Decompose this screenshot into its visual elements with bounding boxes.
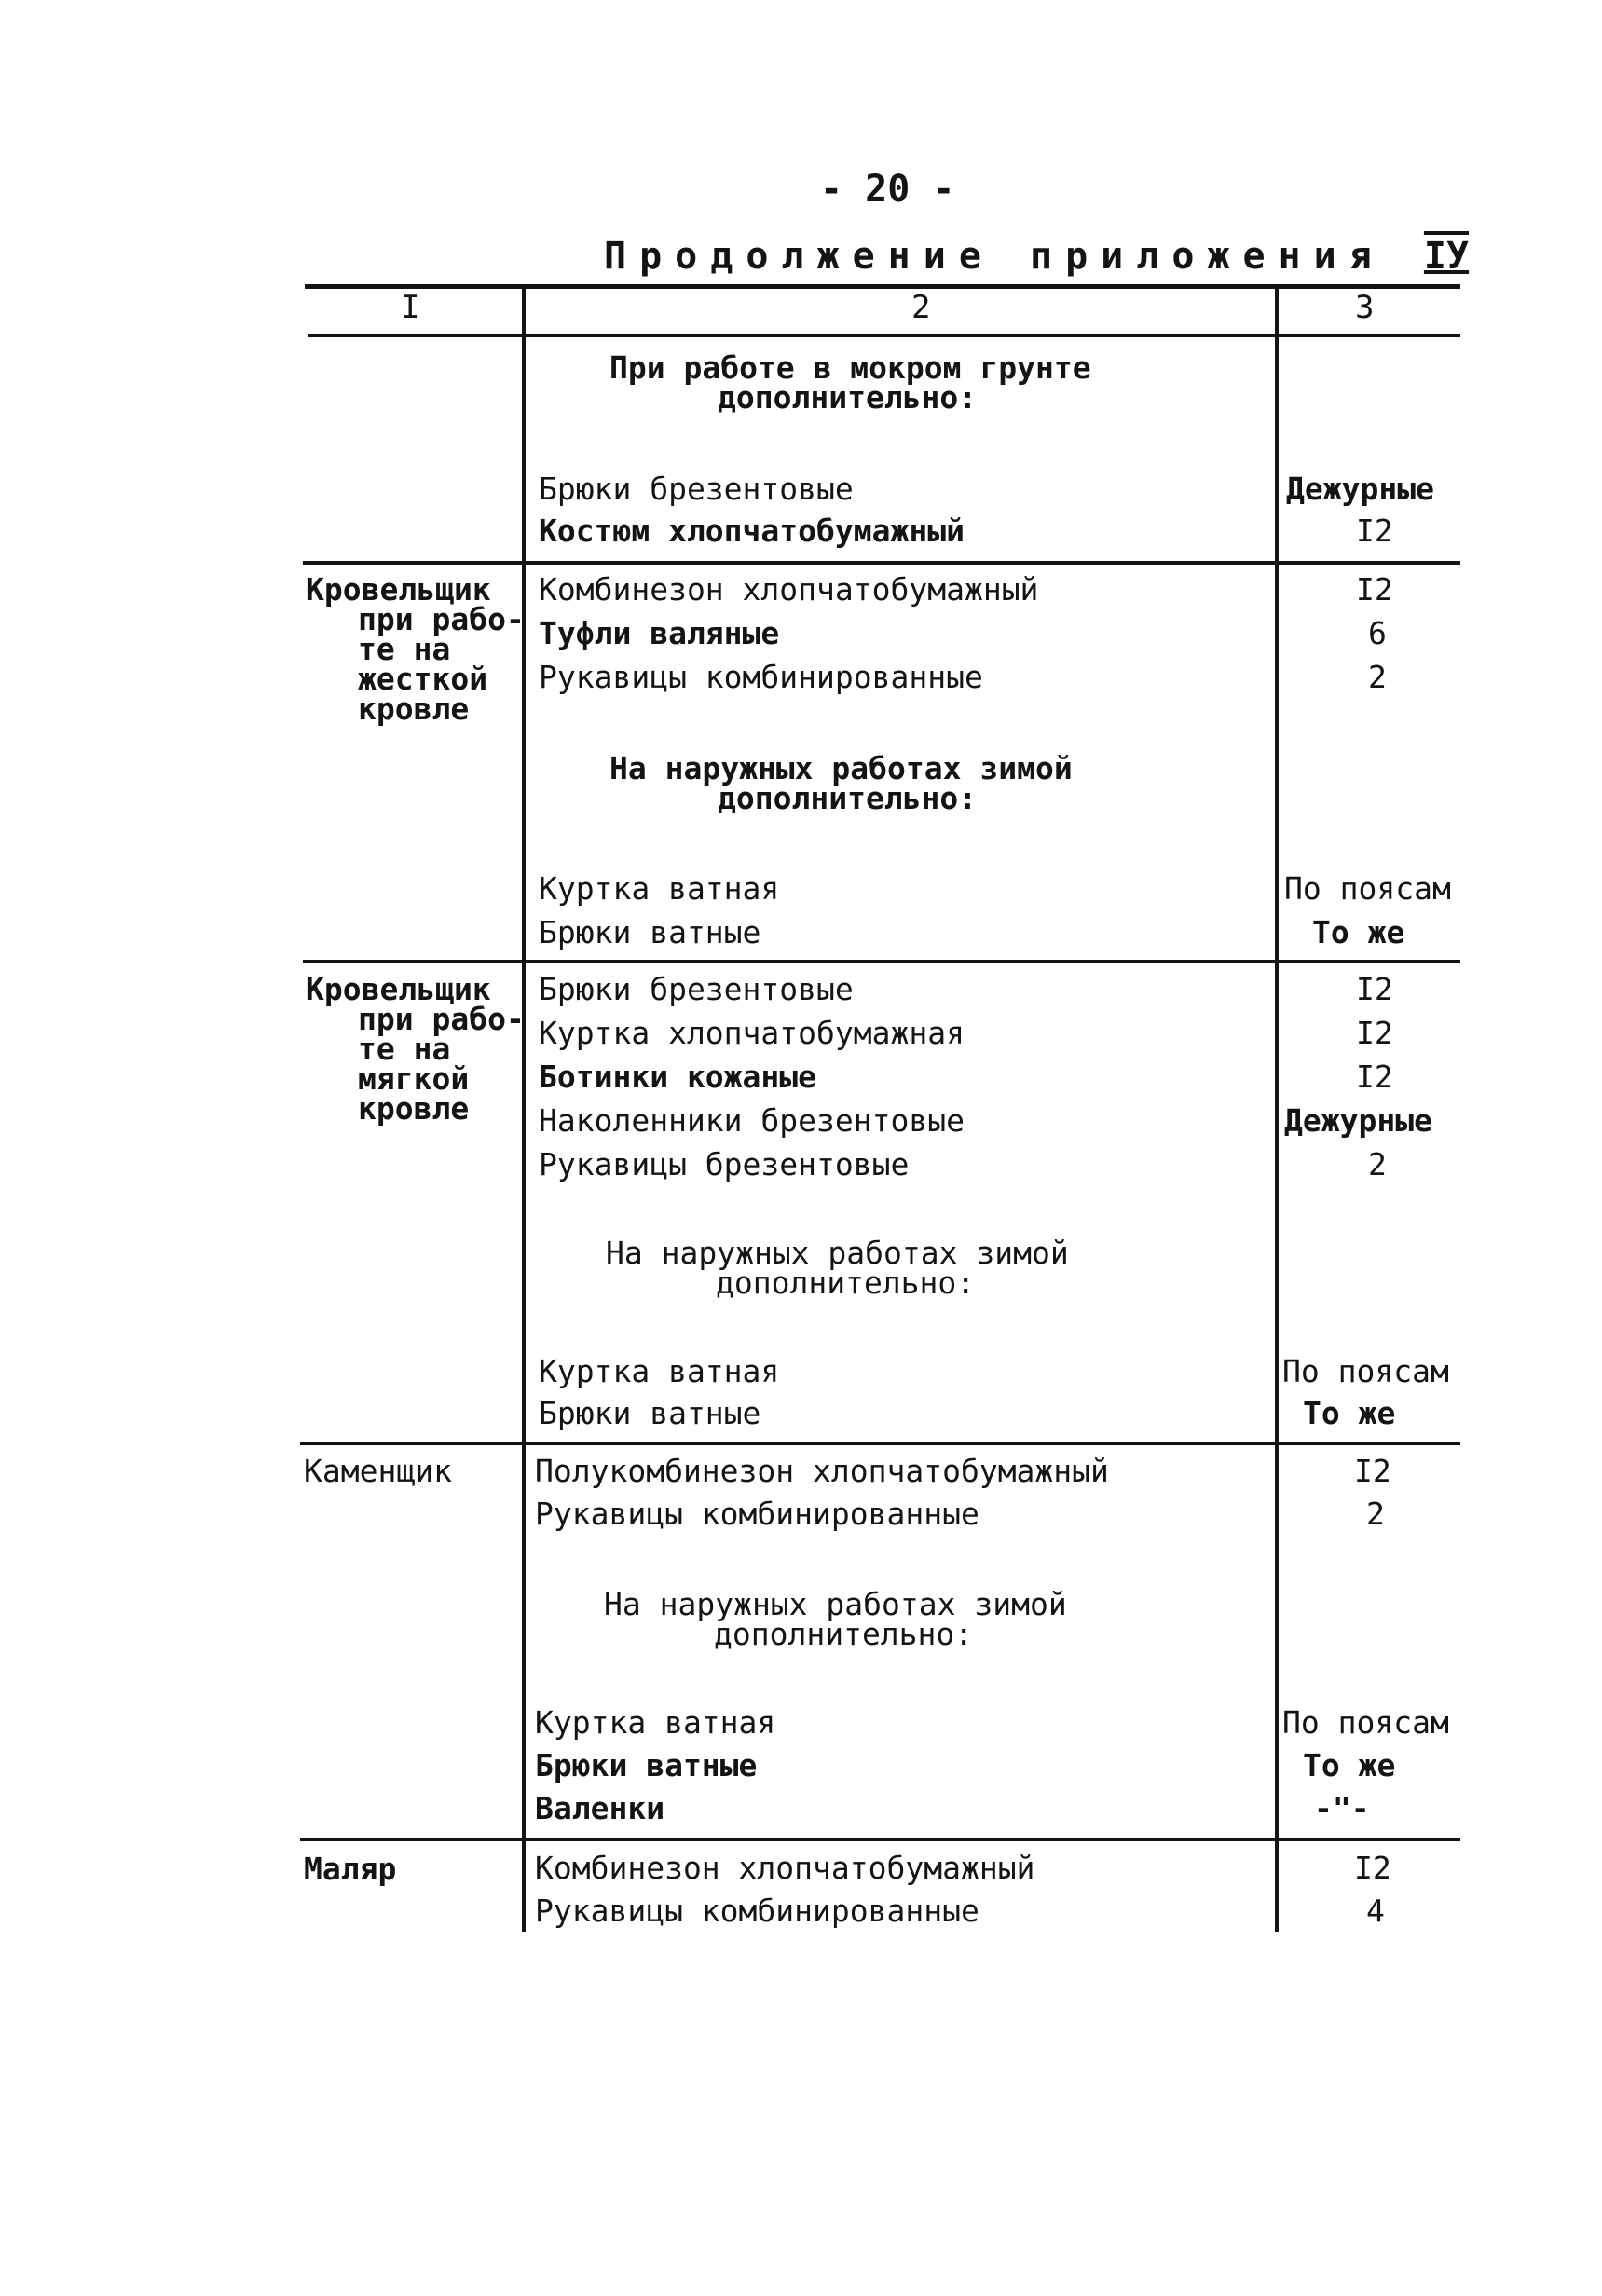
item-name: Куртка ватная [535,1704,776,1741]
item-term: I2 [1356,1015,1393,1051]
occupation-line: те на [358,1031,451,1067]
item-term: I2 [1356,1059,1393,1095]
item-term: То же [1303,1395,1396,1431]
item-term: I2 [1356,571,1393,608]
occupation-line: при рабо- [358,601,525,637]
table-top-border [305,284,1460,289]
occupation-line: Кровельщик [306,571,491,608]
item-name: Рукавицы комбинированные [535,1496,979,1532]
item-term: 6 [1368,615,1387,651]
occupation-line: кровле [358,690,470,727]
item-term: I2 [1356,971,1393,1007]
column-header: 2 [911,289,931,326]
item-term: I2 [1356,512,1393,549]
item-name: Брюки брезентовые [539,471,854,507]
item-name: Брюки ватные [535,1747,758,1784]
item-name: Брюки брезентовые [539,971,854,1007]
item-term: 2 [1368,1146,1387,1182]
header-bottom-border [308,334,1460,337]
continuation-text: Продолжение приложения [604,235,1385,278]
column-divider [1275,284,1279,1932]
item-name: Комбинезон хлопчатобумажный [535,1850,1035,1886]
subheading: дополнительно: [718,780,978,816]
item-name: Рукавицы комбинированные [539,659,983,695]
item-name: Рукавицы комбинированные [535,1893,979,1929]
row-divider [300,1838,1460,1841]
item-name: Комбинезон хлопчатобумажный [539,571,1039,608]
item-term: I2 [1354,1453,1391,1489]
occupation-line: кровле [358,1090,470,1127]
item-term: Дежурные [1284,1102,1432,1139]
continuation-title [604,235,1469,278]
item-term: То же [1303,1747,1396,1784]
item-name: Валенки [535,1790,665,1826]
row-divider [300,1442,1460,1445]
column-header: I [401,289,420,326]
subheading: На наружных работах зимой [606,1235,1069,1271]
subheading: дополнительно: [716,1264,976,1301]
item-term: I2 [1354,1850,1391,1886]
column-header: 3 [1355,289,1375,326]
subheading: дополнительно: [718,379,978,416]
subheading: При работе в мокром грунте [609,349,1091,386]
subheading: На наружных работах зимой [604,1586,1067,1622]
item-term: По поясам [1282,1704,1449,1741]
occupation-line: Кровельщик [306,971,491,1007]
item-name: Ботинки кожаные [539,1059,817,1095]
item-term: 2 [1366,1496,1385,1532]
row-divider [303,561,1460,565]
occupation-line: Каменщик [304,1453,452,1489]
item-term: -"- [1314,1790,1370,1826]
item-name: Куртка ватная [539,1353,780,1389]
occupation-line: при рабо- [358,1001,525,1037]
subheading: На наружных работах зимой [609,750,1073,786]
occupation-line: те на [358,631,451,667]
item-name: Брюки ватные [539,1395,761,1431]
item-name: Рукавицы брезентовые [539,1146,910,1182]
item-name: Куртка хлопчатобумажная [539,1015,965,1051]
item-term: То же [1312,914,1405,950]
item-term: Дежурные [1286,471,1434,507]
item-name: Наколенники брезентовые [539,1102,965,1139]
column-divider [522,284,526,1932]
occupation-line: жесткой [358,661,488,697]
item-term: По поясам [1282,1353,1449,1389]
item-term: 4 [1366,1893,1385,1929]
item-name: Костюм хлопчатобумажный [539,512,965,549]
item-name: Куртка ватная [539,870,780,907]
page-number: - 20 - [820,168,955,211]
item-name: Брюки ватные [539,914,761,950]
subheading: дополнительно: [714,1616,974,1652]
row-divider [303,960,1460,964]
appendix-number: IУ [1423,235,1470,278]
item-name: Полукомбинезон хлопчатобумажный [535,1453,1109,1489]
occupation-line: мягкой [358,1060,470,1097]
occupation-line: Маляр [304,1851,397,1887]
item-name: Туфли валяные [539,615,780,651]
item-term: По поясам [1284,870,1451,907]
item-term: 2 [1368,659,1387,695]
